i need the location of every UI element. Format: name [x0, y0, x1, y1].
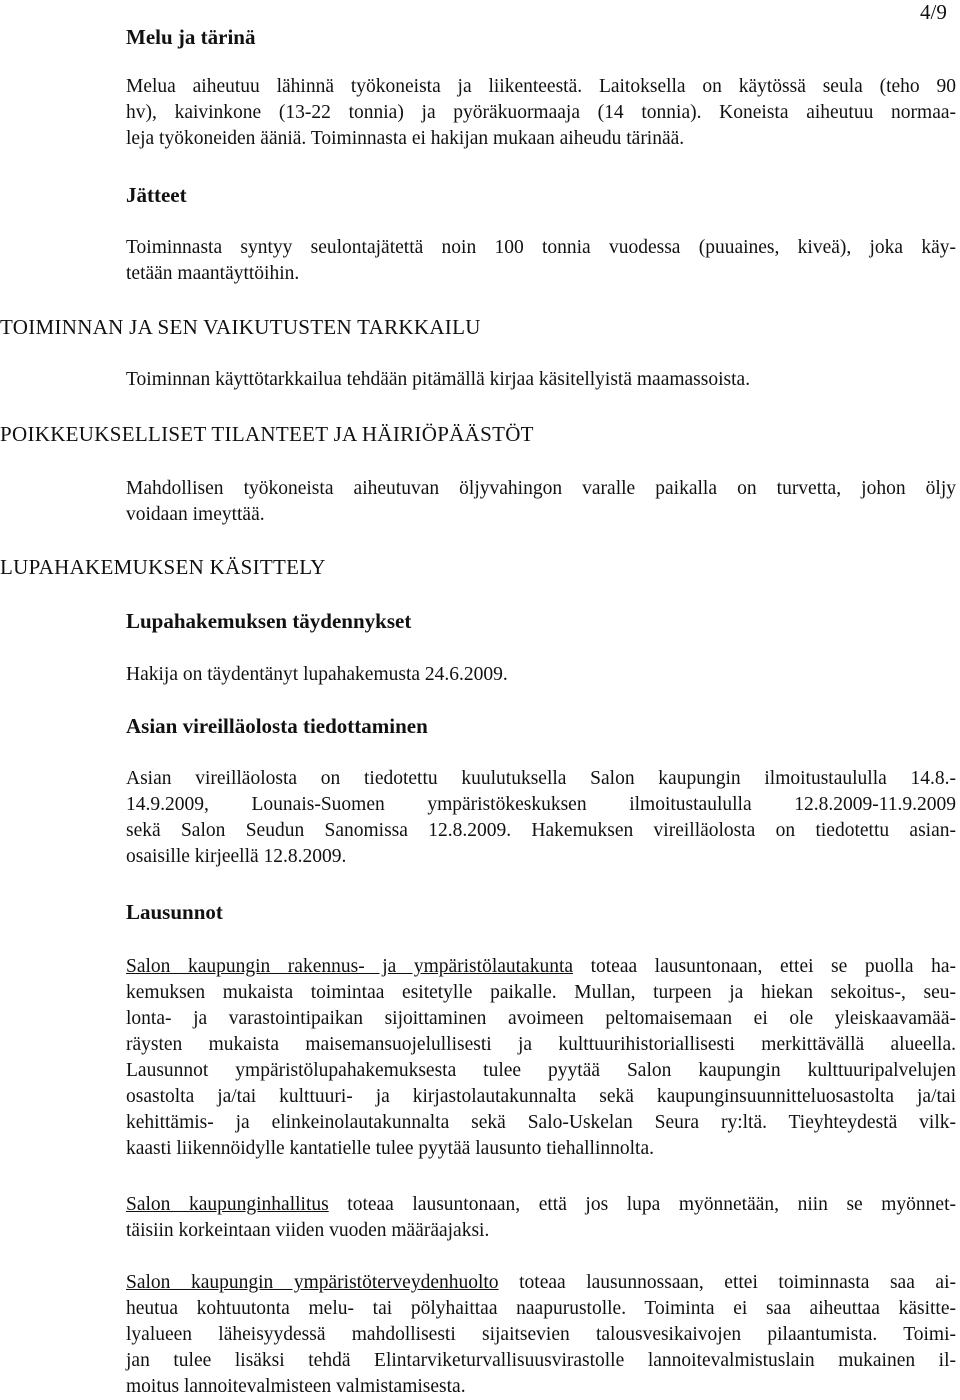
paragraph-jatteet	[126, 235, 956, 287]
text-line: räysten mukaista maisemansuojelullisesti ja kulttuurihistoriallisesti merkittävällä alueella.	[126, 1034, 956, 1055]
text-line: voidaan imeyttää.	[126, 504, 265, 525]
text-line: osastolta ja/tai kulttuuri- ja kirjastolautakunnalta sekä kaupunginsuunnitteluosastolta ja/tai	[126, 1086, 956, 1107]
text-line: Lausunnot ympäristölupahakemuksesta tulee pyytää Salon kaupungin kulttuuripalvelujen	[126, 1060, 956, 1081]
text-line: täisiin korkeintaan viiden vuoden määräajaksi.	[126, 1220, 490, 1241]
text-line: 14.9.2009, Lounais-Suomen ympäristökeskuksen ilmoitustaululla 12.8.2009-11.9.2009	[126, 794, 956, 815]
paragraph-lausunto-rakennus	[126, 954, 956, 1162]
text-line	[126, 954, 956, 980]
text-line: heutua kohtuutonta melu- tai pölyhaittaa naapurustolle. Toiminta ei saa aiheuttaa käsitte-	[126, 1298, 956, 1319]
paragraph-poikkeukselliset	[126, 476, 956, 528]
heading-tarkkailu: TOIMINNAN JA SEN VAIKUTUSTEN TARKKAILU	[0, 315, 481, 339]
heading-melu: Melu ja tärinä	[126, 25, 256, 49]
text-line	[126, 1192, 956, 1218]
heading-jatteet: Jätteet	[126, 183, 187, 207]
text-line: lonta- ja varastointipaikan sijoittaminen avoimeen peltomaisemaan ei ole yleiskaavamää-	[126, 1008, 956, 1029]
link-kaupunginhallitus[interactable]: Salon kaupunginhallitus	[126, 1194, 329, 1215]
text-line	[126, 1270, 956, 1296]
text-line: hv), kaivinkone (13-22 tonnia) ja pyöräkuormaaja (14 tonnia). Koneista aiheutuu normaa-	[126, 102, 956, 123]
text-fragment: toteaa lausunnossaan, ettei toiminnasta saa ai-	[498, 1272, 956, 1293]
paragraph-taydennykset	[126, 662, 956, 688]
text-line: moitus lannoitevalmisteen valmistamisesta.	[126, 1376, 466, 1397]
page-number: 4/9	[920, 0, 947, 24]
heading-tiedottaminen: Asian vireilläolosta tiedottaminen	[126, 714, 428, 738]
text-line: Hakija on täydentänyt lupahakemusta 24.6.2009.	[126, 664, 508, 685]
text-line: Asian vireilläolosta on tiedotettu kuulutuksella Salon kaupungin ilmoitustaululla 14.8.-	[126, 768, 956, 789]
text-line: kehittämis- ja elinkeinolautakunnalta sekä Salo-Uskelan Seura ry:ltä. Tieyhteydestä vilk-	[126, 1112, 956, 1133]
paragraph-lausunto-kaupunginhallitus	[126, 1192, 956, 1244]
text-fragment: toteaa lausuntonaan, ettei se puolla ha-	[573, 956, 956, 977]
text-line: jan tulee lisäksi tehdä Elintarviketurvallisuusvirastolle lannoitevalmistuslain mukainen il-	[126, 1350, 956, 1371]
paragraph-tiedottaminen	[126, 766, 956, 870]
text-line: tetään maantäyttöihin.	[126, 263, 300, 284]
text-line: kemuksen mukaista toimintaa esitetylle paikalle. Mullan, turpeen ja hiekan sekoitus-, seu-	[126, 982, 956, 1003]
text-line: Toiminnasta syntyy seulontajätettä noin 100 tonnia vuodessa (puuaines, kiveä), joka käy-	[126, 237, 956, 258]
paragraph-tarkkailu	[126, 367, 956, 393]
heading-kasittely: LUPAHAKEMUKSEN KÄSITTELY	[0, 555, 326, 579]
text-line: osaisille kirjeellä 12.8.2009.	[126, 846, 347, 867]
text-line: Melua aiheutuu lähinnä työkoneista ja liikenteestä. Laitoksella on käytössä seula (teho 90	[126, 76, 956, 97]
heading-lausunnot: Lausunnot	[126, 900, 223, 924]
link-rakennus-ymparistolautakunta[interactable]: Salon kaupungin rakennus- ja ympäristölautakunta	[126, 956, 574, 977]
text-fragment: toteaa lausuntonaan, että jos lupa myönnetään, niin se myönnet-	[328, 1194, 957, 1215]
text-line: sekä Salon Seudun Sanomissa 12.8.2009. Hakemuksen vireilläolosta on tiedotettu asian-	[126, 820, 956, 841]
text-line: leja työkoneiden ääniä. Toiminnasta ei hakijan mukaan aiheudu tärinää.	[126, 128, 685, 149]
paragraph-melu	[126, 74, 956, 152]
heading-poikkeukselliset: POIKKEUKSELLISET TILANTEET JA HÄIRIÖPÄÄSTÖT	[0, 422, 534, 446]
text-line: kaasti liikennöidylle kantatielle tulee pyytää lausunto tiehallinnolta.	[126, 1138, 654, 1159]
link-ymparistoterveydenhuolto[interactable]: Salon kaupungin ympäristöterveydenhuolto	[126, 1272, 499, 1293]
text-line: lyalueen läheisyydessä mahdollisesti sijaitsevien talousvesikaivojen pilaantumista. Toimi-	[126, 1324, 956, 1345]
text-line: Mahdollisen työkoneista aiheutuvan öljyvahingon varalle paikalla on turvetta, johon öljy	[126, 478, 956, 499]
heading-taydennykset: Lupahakemuksen täydennykset	[126, 609, 412, 633]
text-line: Toiminnan käyttötarkkailua tehdään pitämällä kirjaa käsitellyistä maamassoista.	[126, 369, 751, 390]
paragraph-lausunto-ymparistoterveydenhuolto	[126, 1270, 956, 1400]
